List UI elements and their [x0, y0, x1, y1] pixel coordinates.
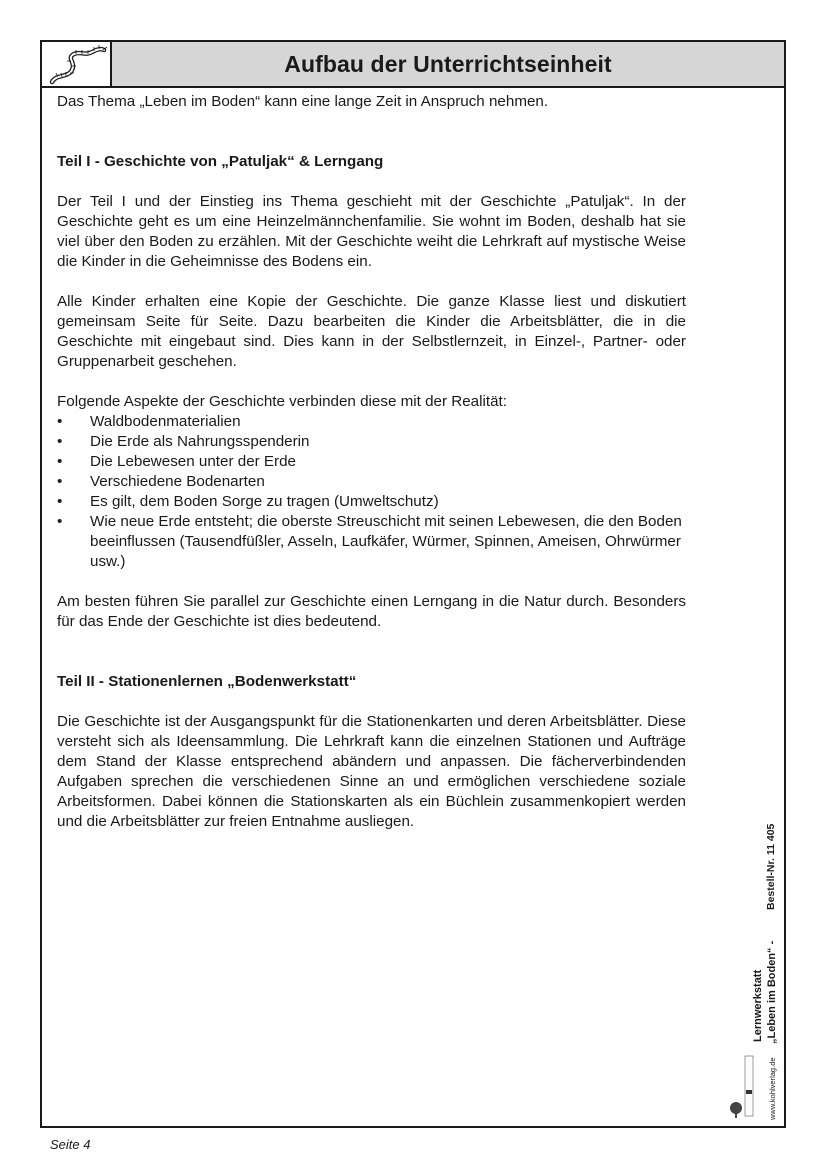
tree-logo-icon: [727, 1050, 757, 1120]
list-item: • Die Erde als Nahrungsspenderin: [57, 432, 686, 452]
part1-paragraph-1: Der Teil I und der Einstieg ins Thema geschieht mit der Geschichte „Patuljak“. In der Geschichte geht es um eine Heinzelmännchenfamilie. Sie wohnt im Boden, deshalb hat sie viel über den Boden zu erzählen. Mit der Geschichte weiht die Lehrkraft auf mystische Weise die Kinder in die Geheimnisse des Bodens ein.: [57, 193, 686, 270]
list-item: • Verschiedene Bodenarten: [57, 472, 686, 492]
list-item: • Wie neue Erde entsteht; die oberste Streuschicht mit seinen Lebewesen, die den Boden beeinflussen (Tausendfüßler, Asseln, Laufkäfer, Würmer, Spinnen, Ameisen, Ohrwürmer usw.): [57, 512, 686, 572]
publisher-url: www.kohlverlag.de: [768, 1057, 777, 1120]
page-number: Seite 4: [50, 1137, 91, 1152]
book-title: „Leben im Boden“ -: [766, 940, 778, 1044]
publisher-logo: [727, 1050, 757, 1120]
millipede-icon: [46, 44, 108, 86]
list-item: • Es gilt, dem Boden Sorge zu tragen (Umweltschutz): [57, 492, 686, 512]
part2-heading: Teil II - Stationenlernen „Bodenwerkstatt“: [57, 673, 357, 690]
part1-heading: Teil I - Geschichte von „Patuljak“ & Lerngang: [57, 153, 384, 170]
part1-paragraph-3: Am besten führen Sie parallel zur Geschichte einen Lerngang in die Natur durch. Besonders für das Ende der Geschichte ist dies bedeutend.: [57, 593, 686, 630]
part1-list-intro: Folgende Aspekte der Geschichte verbinden diese mit der Realität:: [57, 393, 507, 410]
part2-paragraph-1: Die Geschichte ist der Ausgangspunkt für die Stationenkarten und deren Arbeitsblätter. Diese versteht sich als Ideensammlung. Die Lehrkraft kann die einzelnen Stationen und Aufträge dem Stand der Klasse entsprechend abändern und anpassen. Die fächerverbindenden Aufgaben sprechen die verschiedenen Sinne an und ermöglichen verschiedene soziale Arbeitsformen. Dabei können die Stationskarten als ein Büchlein zusammenkopiert werden und die Arbeitsblätter zur freien Entnahme ausliegen.: [57, 713, 686, 830]
list-item: • Die Lebewesen unter der Erde: [57, 452, 686, 472]
page-title: Aufbau der Unterrichtseinheit: [284, 50, 612, 77]
main-content: [57, 92, 686, 832]
header-title-box: [112, 42, 784, 88]
aspects-list: [57, 412, 686, 572]
list-item: • Waldbodenmaterialien: [57, 412, 686, 432]
header-icon-box: [42, 42, 112, 88]
intro-paragraph: Das Thema „Leben im Boden“ kann eine lange Zeit in Anspruch nehmen.: [57, 93, 549, 110]
part1-paragraph-2: Alle Kinder erhalten eine Kopie der Geschichte. Die ganze Klasse liest und diskutiert gemeinsam Seite für Seite. Dazu bearbeiten die Kinder die Arbeitsblätter, die in die Geschichte mit eingebaut sind. Dies kann in der Selbstlernzeit, in Einzel-, Partner- oder Gruppenarbeit geschehen.: [57, 293, 686, 370]
order-number: Bestell-Nr. 11 405: [765, 823, 777, 910]
series-name: Lernwerkstatt: [752, 969, 764, 1042]
